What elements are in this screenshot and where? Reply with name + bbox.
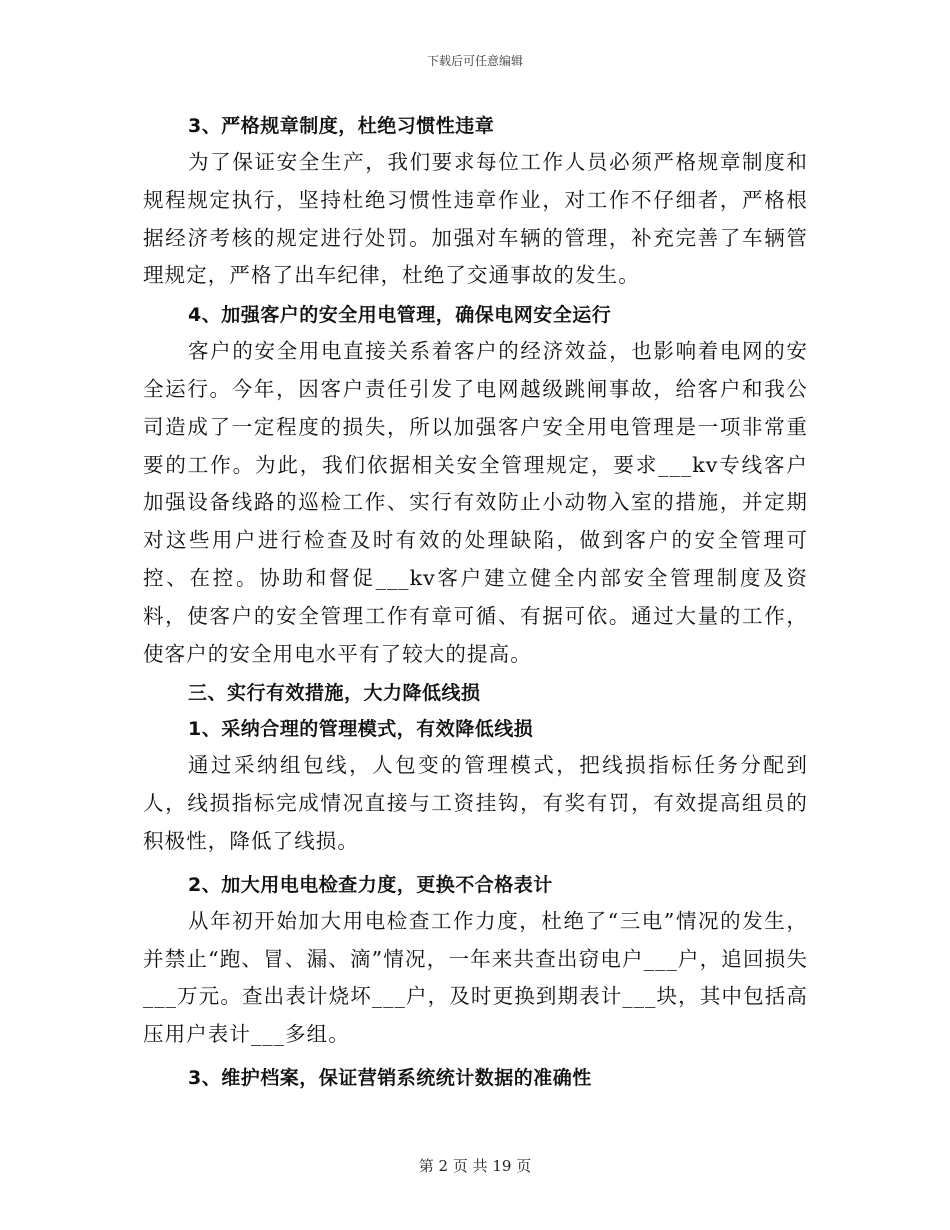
chapter-heading: 三、实行有效措施，大力降低线损 — [188, 682, 481, 705]
section-heading: 4、加强客户的安全用电管理，确保电网安全运行 — [188, 304, 612, 327]
document-body — [143, 108, 808, 1096]
body-paragraph: 为了保证安全生产，我们要求每位工作人员必须严格规章制度和规程规定执行，坚持杜绝习惯性违章作业，对工作不仔细者，严格根据经济考核的规定进行处罚。加强对车辆的管理，补充完善了车辆管理规定，严格了出车纪律，杜绝了交通事故的发生。 — [143, 150, 808, 288]
section-heading: 2、加大用电电检查力度，更换不合格表计 — [188, 873, 553, 896]
section-heading: 1、采纳合理的管理模式，有效降低线损 — [188, 718, 534, 741]
body-paragraph: 通过采纳组包线，人包变的管理模式，把线损指标任务分配到人，线损指标完成情况直接与工资挂钩，有奖有罚，有效提高组员的积极性，降低了线损。 — [143, 753, 808, 853]
section-heading: 3、维护档案，保证营销系统统计数据的准确性 — [188, 1066, 592, 1089]
body-paragraph: 客户的安全用电直接关系着客户的经济效益，也影响着电网的安全运行。今年，因客户责任引发了电网越级跳闸事故，给客户和我公司造成了一定程度的损失，所以加强客户安全用电管理是一项非常重要的工作。为此，我们依据相关安全管理规定，要求___kv专线客户加强设备线路的巡检工作、实行有效防止小动物入室的措施，并定期对这些用户进行检查及时有效的处理缺陷，做到客户的安全管理可控、在控。协助和督促___kv客户建立健全内部安全管理制度及资料，使客户的安全管理工作有章可循、有据可依。通过大量的工作，使客户的安全用电水平有了较大的提高。 — [143, 339, 808, 666]
page-number-footer: 第 2 页 共 19 页 — [418, 1157, 532, 1175]
section-heading: 3、严格规章制度，杜绝习惯性违章 — [188, 115, 495, 137]
body-paragraph: 从年初开始加大用电检查工作力度，杜绝了“三电”情况的发生，并禁止“跑、冒、漏、滴”情况，一年来共查出窃电户___户，追回损失___万元。查出表计烧坏___户，及时更换到期表计___块，其中包括高压用户表计___多组。 — [143, 908, 808, 1047]
page-header-note: 下载后可任意编辑 — [426, 54, 523, 68]
